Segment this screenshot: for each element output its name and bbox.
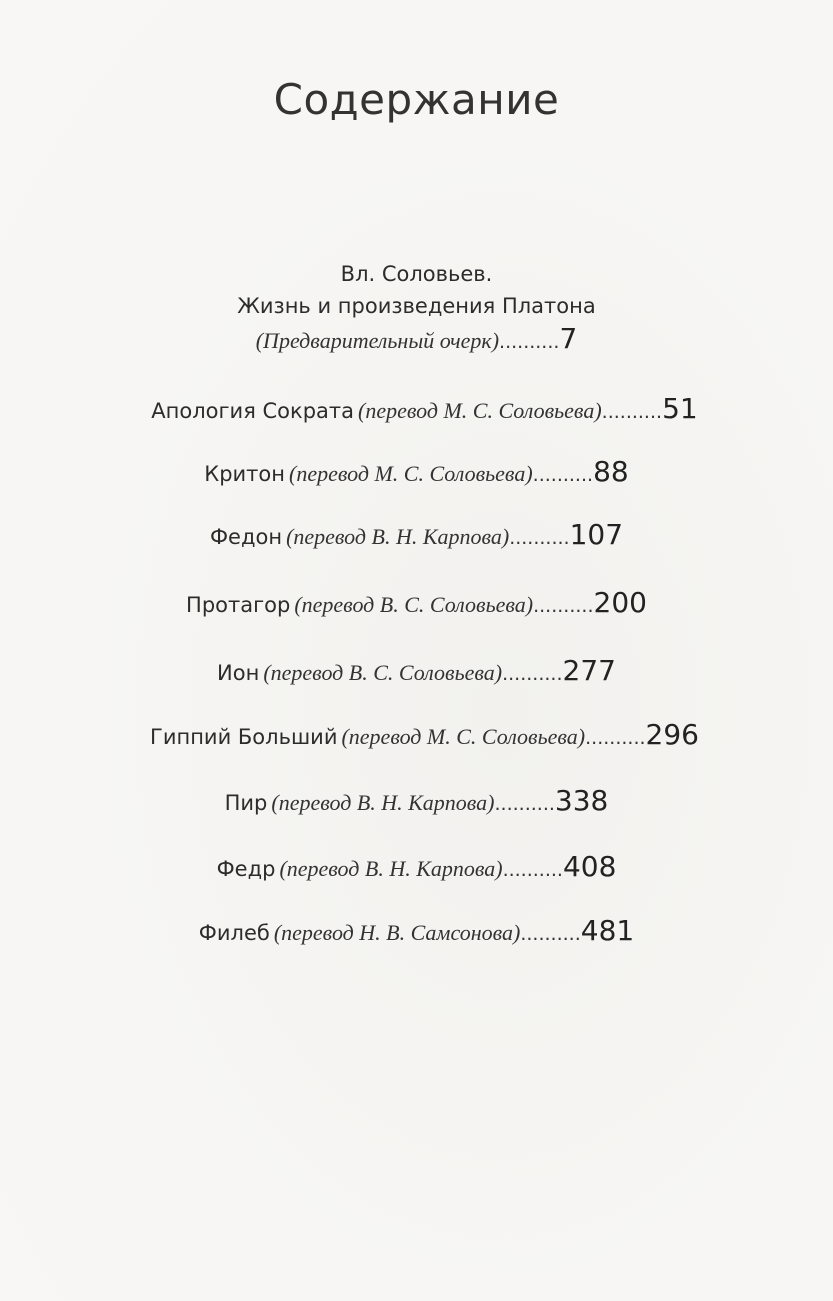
work-title: Апология Сократа [151,399,354,423]
leader-dots: .......... [532,464,594,486]
leader-dots: .......... [509,527,570,549]
leader-dots: .......... [502,859,563,881]
toc-entry [0,518,833,551]
translator-note: (перевод В. Н. Карпова) [271,790,495,815]
translator-note: (перевод М. С. Соловьева) [358,398,602,423]
page-title: Содержание [273,75,560,124]
translator-note: (перевод Н. В. Самсонова) [273,920,521,945]
page-number: 88 [593,455,629,488]
page-number: 107 [569,518,624,551]
page-number: 296 [645,718,699,751]
work-title: Ион [217,661,260,685]
work-title: Федр [216,857,276,881]
page-number: 338 [554,784,609,817]
leader-dots: .......... [601,401,663,423]
page-number: 408 [562,850,617,883]
translator-note: (перевод В. Н. Карпова) [279,856,503,881]
work-title: Пир [224,791,268,815]
leader-dots: .......... [533,595,594,617]
work-title: Филеб [198,921,270,945]
intro-title: Жизнь и произведения Платона [237,294,596,318]
translator-note: (перевод М. С. Соловьева) [341,724,586,749]
work-title: Гиппий Больший [150,725,338,749]
page-number: 51 [662,392,698,425]
toc-entry [0,586,833,619]
page-number: 7 [559,322,578,355]
translator-note: (перевод М. С. Соловьева) [289,461,533,486]
leader-dots: .......... [494,793,555,815]
leader-dots: .......... [585,727,646,749]
translator-note: (перевод В. С. Соловьева) [263,660,503,685]
translator-note: (перевод В. С. Соловьева) [294,592,534,617]
toc-entry [0,850,833,883]
page-number: 481 [580,914,635,947]
toc-entry [8,718,833,751]
toc-entry [8,392,833,425]
intro-subtitle: (Предварительный очерк) [255,328,500,353]
intro-author: Вл. Соловьев. [340,262,493,286]
translator-note: (перевод В. Н. Карпова) [286,524,510,549]
work-title: Критон [204,462,285,486]
toc-entry [0,784,833,817]
leader-dots: .......... [520,923,581,945]
work-title: Протагор [186,593,291,617]
work-title: Федон [209,525,283,549]
page-number: 277 [562,654,616,687]
toc-entry [0,455,833,488]
toc-entry [0,914,833,947]
intro-subtitle-line [0,322,833,355]
page-number: 200 [593,586,647,619]
leader-dots: .......... [502,663,563,685]
leader-dots: .......... [499,331,560,353]
toc-entry [0,654,833,687]
